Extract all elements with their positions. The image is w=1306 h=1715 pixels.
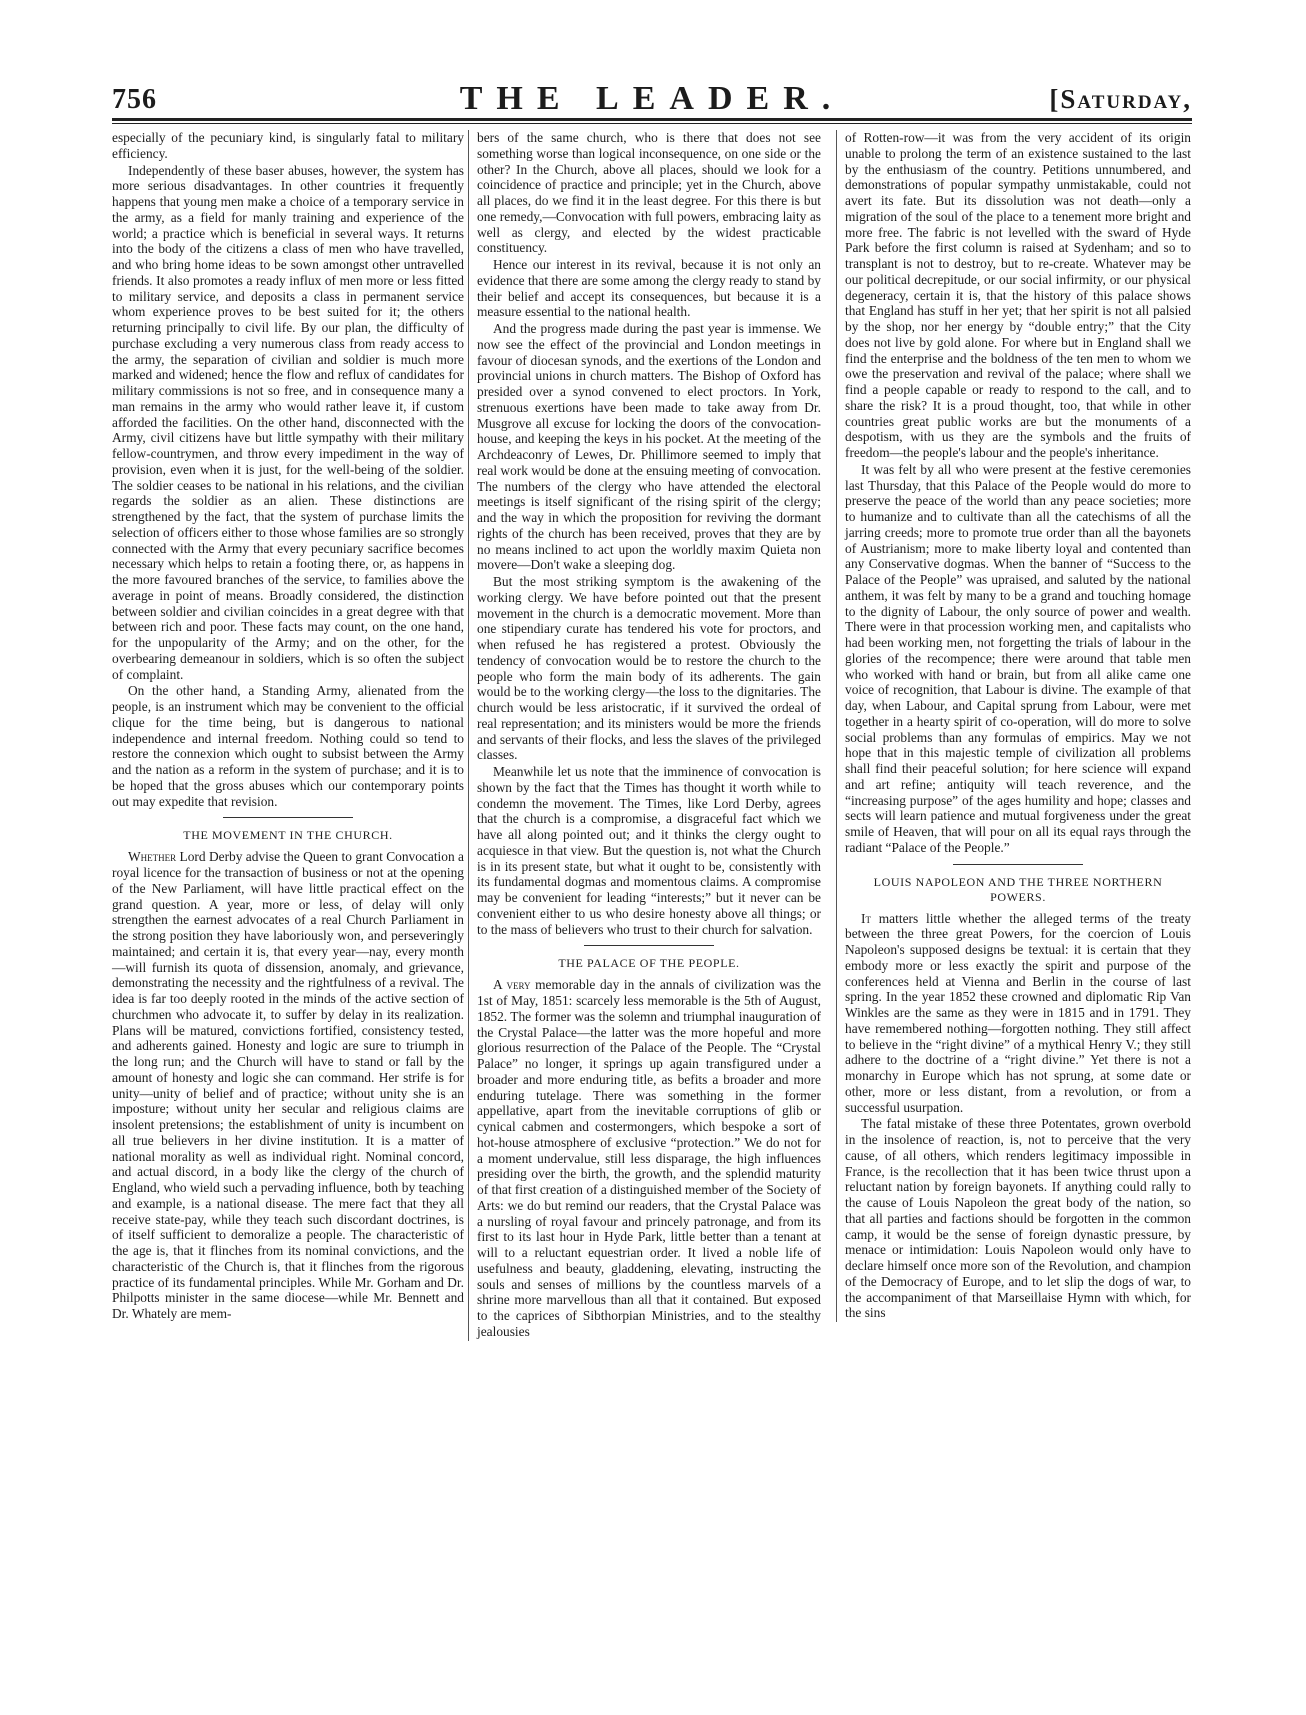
- section-divider: [223, 817, 353, 818]
- issue-day: [Saturday,: [1049, 84, 1192, 114]
- paragraph: Hence our interest in its revival, because it is not only an evidence that there are some among the clergy ready to stand by their belief and accept its consequences, but because it is a measure essential to the national health.: [477, 257, 821, 320]
- section-heading-church: THE MOVEMENT IN THE CHURCH.: [183, 828, 393, 843]
- paragraph: [477, 977, 821, 1339]
- lead-word: It: [861, 910, 871, 926]
- section-heading-napoleon: LOUIS NAPOLEON AND THE THREE NORTHERN POWERS.: [873, 874, 1163, 904]
- lead-word: A very: [493, 977, 531, 993]
- header-rule-thin: [112, 123, 1192, 124]
- paragraph-text: memorable day in the annals of civilization was the 1st of May, 1851: scarcely less memorable is the 5th of August, 1852. The former was the solemn and triumphal inauguration of the Crystal Palace—the latter was the more hopeful and more glorious resurrection of the Palace of the People. The “Crystal Palace” no longer, it springs up again transfigured under a broader and more enduring title, as befits a broader and more enduring tutelage. There was something in the former appellative, apart from the inevitable corruptions of glib or cynical cabmen and costermongers, which bespoke a sort of hot-house atmosphere of exclusive “protection.” We do not for a moment undervalue, still less disparage, the high influences presiding over the birth, the growth, and the splendid maturity of that first creation of a distinguished member of the Society of Arts: we do but remind our readers, that the Crystal Palace was a nursling of royal favour and princely patronage, and from its first to its last hour in Hyde Park, little better than a tenant at will to a reluctant equestrian order. It lived a noble life of usefulness and beauty, gladdening, elevating, instructing the souls and senses of millions by the countless marvels of a shrine more marvellous than all that it contained. But exposed to the caprices of Sibthorpian Ministries, and to the stealthy jealousies: [477, 977, 821, 1339]
- paragraph: And the progress made during the past year is immense. We now see the effect of the provincial and London meetings in favour of diocesan synods, and the exertions of the London and provincial unions in church matters. The Bishop of Oxford has presided over a synod convened to elect proctors. In York, strenuous exertions have been made to take away from Dr. Musgrove all excuse for locking the doors of the convocation-house, and keeping the keys in his pocket. At the meeting of the Archdeaconry of Lewes, Dr. Phillimore seemed to imply that real work would be done at the ensuing meeting of convocation. The numbers of the clergy who have attended the electoral meetings is itself significant of the rising spirit of the clergy; and the way in which the proposition for reviving the dormant rights of the church has been received, proves that they are by no means inclined to act upon the worldly maxim Quieta non movere—Don't wake a sleeping dog.: [477, 321, 821, 573]
- lead-word: Whether: [128, 849, 177, 865]
- paragraph: It was felt by all who were present at the festive ceremonies last Thursday, that this Palace of the People would do more to preserve the peace of the world than any peace societies; more to humanize and to cultivate than all the catechisms of all the jarring creeds; more to promote true order than all the bayonets of Austrianism; more to make liberty loyal and contented than any Conservative dogmas. When the banner of “Success to the Palace of the People” was upraised, and saluted by the national anthem, it was felt by many to be a grand and touching homage to the dignity of Labour, the only source of power and wealth. There were in that procession working men, and capitalists who had been working men, not forgetting the trials of labour in the glories of the recompence; there were around that table men who worked with hand or brain, but from all alike came one voice of recognition, that Labour is divine. The example of that day, when Labour, and Capital sprung from Labour, were met together in a hearty spirit of co-operation, will do more to solve social problems than any formulas of empirics. May we not hope that in this majestic temple of civilization all problems shall find their peaceful solution; for here science will expand and art refine; antiquity will teach reverence, and the “increasing purpose” of the ages humility and hope; classes and sects will learn patience and mutual forgiveness under the great smile of Heaven, that will pour on all its equal rays through the radiant “Palace of the People.”: [845, 461, 1191, 855]
- paragraph: especially of the pecuniary kind, is singularly fatal to military efficiency.: [112, 130, 464, 161]
- paragraph: [112, 849, 464, 1322]
- paragraph: But the most striking symptom is the awakening of the working clergy. We have before pointed out that the present movement in the church is a democratic movement. More than one stipendiary curate has tendered his vote for proctors, and when refused he has registered a protest. Obviously the tendency of convocation would be to restore the church to the people who form the main body of its adherents. The gain would be to the working clergy—the loss to the dignitaries. The church would be less aristocratic, if it survived the ordeal of real representation; and its ministers would be more the friends and servants of their flocks, and less the slaves of the privileged classes.: [477, 574, 821, 763]
- paragraph: of Rotten-row—it was from the very accident of its origin unable to prolong the term of an existence sustained to the last by the enthusiasm of the country. Petitions unnumbered, and demonstrations of popular sympathy unmistakable, could not avert its fate. But its dissolution was not death—only a migration of the soul of the place to a tenement more bright and more free. The fabric is not levelled with the sward of Hyde Park before the first column is raised at Sydenham; and so to transplant is not to destroy, but to re-create. Whatever may be our political decrepitude, or our social infirmity, or our physical degeneracy, certain it is, that the history of this palace shows that England has stuff in her yet; that her spirit is not all palsied by the shop, nor her energy by “double entry;” that the City does not live by gold alone. For where but in England shall we find the enterprise and the boldness of the ten men to whom we owe the preservation and revival of the palace; where shall we find a people capable or ready to respond to the call, and to share the risk? It is a proud thought, too, that while in other countries great public works are but the monuments of a despotism, with us they are the symbols and the fruits of freedom—the people's labour and the people's inheritance.: [845, 130, 1191, 460]
- paragraph: On the other hand, a Standing Army, alienated from the people, is an instrument which may be convenient to the official clique for the time being, but is dangerous to national independence and internal freedom. Nothing could so tend to restore the connexion which ought to subsist between the Army and the nation as a reform in the system of purchase; and it is to be hoped that the gross abuses which our contemporary points out may expedite that revision.: [112, 683, 464, 809]
- column-3: [836, 130, 1191, 1322]
- masthead: [112, 62, 1192, 122]
- section-divider: [584, 945, 714, 946]
- page-number: 756: [112, 84, 157, 115]
- paragraph: bers of the same church, who is there that does not see something worse than logical inconsequence, on one side or the other? In the Church, above all places, should we look for a coincidence of practice and principle; yet in the Church, above all places, do we find it in the least degree. For this there is but one remedy,—Convocation with full powers, embracing laity as well as clergy, and elected by the widest practicable constituency.: [477, 130, 821, 256]
- column-1: [112, 130, 464, 1323]
- section-heading-palace: THE PALACE OF THE PEOPLE.: [558, 956, 740, 971]
- section-divider: [953, 864, 1083, 865]
- column-2: [468, 130, 821, 1341]
- paragraph: The fatal mistake of these three Potentates, grown overbold in the insolence of reaction, is, not to perceive that the very cause, of all others, which renders legitimacy impossible in France, is the recollection that it has been twice thrust upon a reluctant nation by foreign bayonets. If anything could rally to the cause of Louis Napoleon the great body of the nation, so that all parties and factions should be forgotten in the common camp, it would be the sense of foreign dynastic pressure, by menace or intimidation: Louis Napoleon would only have to declare himself once more son of the Revolution, and champion of the Democracy of Europe, and to let slip the dogs of war, to the accompaniment of that Marseillaise Hymn with which, for the sins: [845, 1116, 1191, 1321]
- paragraph-text: matters little whether the alleged terms of the treaty between the three great Powers, for the coercion of Louis Napoleon's supposed designs be textual: it is certain that they embody more or less exactly the spirit and purpose of the conferences held at Vienna and Berlin in the course of last spring. In the year 1852 these crowned and diplomatic Rip Van Winkles are the same as they were in 1815 and in 1791. They have remembered nothing—forgotten nothing. They still affect to believe in the “right divine” of a mythical Henry V.; they still adhere to the doctrine of a “right divine.” Yet there is not a monarchy in Europe which has not sprung, at some date or other, more or less distant, from a revolution, or from a successful usurpation.: [845, 910, 1191, 1115]
- newspaper-title: THE LEADER.: [459, 80, 845, 117]
- paragraph: [845, 911, 1191, 1116]
- paragraph: Independently of these baser abuses, however, the system has more serious disadvantages. In other countries it frequently happens that young men make a choice of a temporary service in the army, as a field for manly training and experience of the world; a practice which is beneficial in several ways. It returns into the body of the citizens a class of men who have travelled, and who bring home ideas to be sown amongst other untravelled friends. It also promotes a ready influx of men more or less fitted to military service, and deposits a class in permanent service whom experience proves to be best suited for it; the others returning principally to civil life. By our plan, the difficulty of purchase excluding a very numerous class from ready access to the army, the separation of civilian and soldier is much more marked and widened; hence the flow and reflux of candidates for military commissions is not so free, and in consequence many a man remains in the army who would rather leave it, if custom afforded the facilities. On the other hand, disconnected with the Army, civil citizens have but little sympathy with their military fellow-countrymen, and throw every impediment in the way of provision, even when it is just, for the well-being of the soldier. The soldier ceases to be national in his relations, and the civilian regards the soldier as an alien. These distinctions are strengthened by the fact, that the system of purchase limits the selection of officers either to those whose families are so strongly connected with the Army that every pecuniary sacrifice becomes necessary which helps to retain a footing there, or, as happens in the more favoured branches of the service, to families above the average in point of means. Broadly considered, the distinction between soldier and civilian coincides in a great degree with that between rich and poor. These facts may count, on the one hand, for the unpopularity of the Army; and on the other, for the overbearing demeanour in soldiers, which is so often the subject of complaint.: [112, 162, 464, 682]
- paragraph: Meanwhile let us note that the imminence of convocation is shown by the fact that the Times has thought it worth while to condemn the movement. The Times, like Lord Derby, agrees that the church is a compromise, a disgraceful fact which we have all along pointed out; and it thinks the clergy ought to acquiesce in that view. But the question is, not what the Church is in its present state, but what it ought to be, consistently with its fundamental dogmas and momentous claims. A compromise may be convenient for leading “interests;” but it never can be convenient either to us who desire honesty above all things; or to the mass of believers who trust to their church for salvation.: [477, 764, 821, 937]
- paragraph-text: Lord Derby advise the Queen to grant Convocation a royal licence for the transaction of business or not at the opening of the New Parliament, will have little practical effect on the grand question. A year, more or less, of delay will only strengthen the earnest advocates of a real Church Parliament in the strong position they have laboriously won, and perseveringly maintained; and certain it is, that every year—nay, every month—will furnish its quota of dissension, anomaly, and grievance, demonstrating the necessity and the rightfulness of a revival. The idea is far too deeply rooted in the minds of the active section of churchmen who advocate it, to suffer by delay in its realization. Plans will be matured, convictions fortified, consistency tested, and adherents gained. Honesty and logic are sure to triumph in the long run; and the Church will have to stand or fall by the amount of honesty and logic she can command. Her strife is for unity—unity of belief and of practice; without unity she is an imposture; without unity her secular and religious claims are insolent pretensions; the establishment of unity is incumbent on all true believers in her divine institution. It is a matter of national morality as well as individual right. Nominal concord, and actual discord, in a body like the clergy of the church of England, who wield such a pervading influence, both by teaching and example, is a national disease. The mere fact that they all receive state-pay, while they teach such discordant doctrines, is of itself sufficient to demoralize a people. The characteristic of the age is, that it flinches from its nominal convictions, and the characteristic of the Church is, that it flinches from the rigorous practice of its fundamental principles. While Mr. Gorham and Dr. Philpotts minister in the same diocese—while Mr. Bennett and Dr. Whately are mem-: [112, 849, 464, 1321]
- header-rule: [112, 118, 1192, 121]
